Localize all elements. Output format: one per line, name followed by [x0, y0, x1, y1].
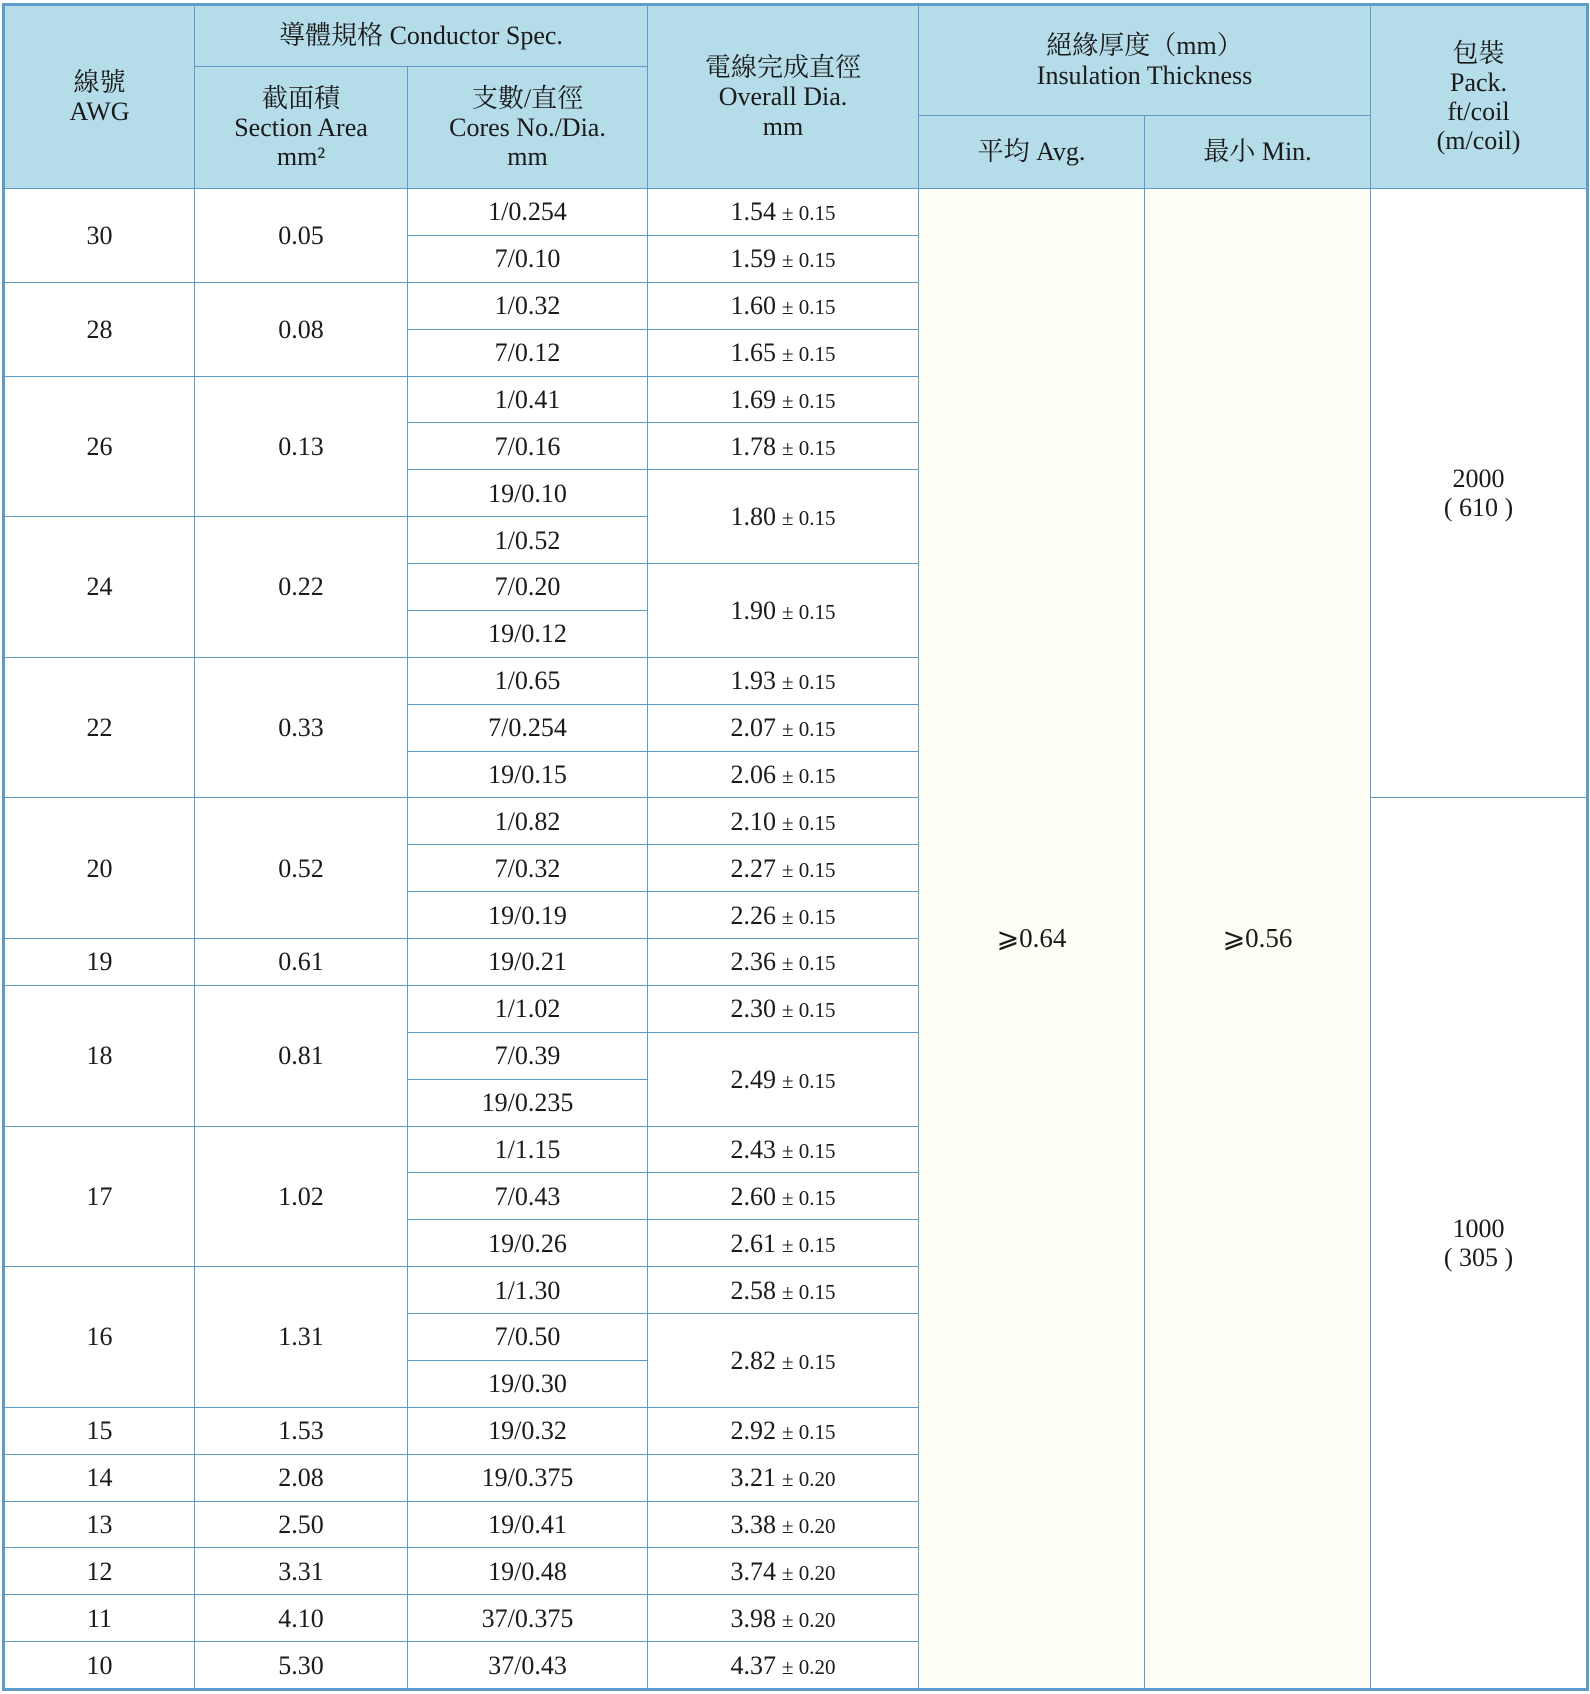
awg-cell: 30 — [5, 189, 195, 283]
dia-tolerance: ± 0.20 — [781, 1654, 836, 1679]
insulation-avg-cell: ⩾0.64 — [919, 189, 1145, 1689]
overall-dia-cell — [648, 1220, 919, 1267]
dia-value: 2.92 — [730, 1416, 776, 1446]
dia-value: 2.36 — [730, 947, 776, 977]
table-row — [5, 189, 1587, 236]
overall-dia-cell — [648, 1407, 919, 1454]
overall-dia-cell — [648, 1642, 919, 1689]
dia-value: 3.98 — [730, 1603, 776, 1633]
awg-cell: 19 — [5, 939, 195, 986]
dia-tolerance: ± 0.15 — [781, 998, 836, 1023]
awg-cell: 12 — [5, 1548, 195, 1595]
awg-cell: 28 — [5, 282, 195, 376]
dia-tolerance: ± 0.15 — [781, 810, 836, 835]
dia-value: 1.65 — [730, 338, 776, 367]
overall-dia-cell — [648, 751, 919, 798]
cores-cell: 1/1.15 — [408, 1126, 648, 1173]
awg-cell: 24 — [5, 517, 195, 658]
dia-value: 1.80 — [730, 502, 776, 532]
cores-cell: 7/0.50 — [408, 1314, 648, 1361]
overall-dia-cell — [648, 798, 919, 845]
dia-tolerance: ± 0.15 — [781, 506, 836, 531]
section-area-cell: 0.52 — [195, 798, 408, 939]
cores-cell: 19/0.48 — [408, 1548, 648, 1595]
dia-value: 3.21 — [730, 1463, 776, 1492]
dia-value: 2.43 — [730, 1134, 776, 1164]
cores-cell: 7/0.39 — [408, 1032, 648, 1079]
dia-value: 2.30 — [730, 994, 776, 1024]
awg-cell: 10 — [5, 1642, 195, 1689]
header-awg: 線號 AWG — [5, 6, 195, 189]
dia-value: 1.78 — [730, 431, 776, 461]
header-conductor-spec: 導體規格 Conductor Spec. — [195, 6, 648, 67]
awg-cell: 17 — [5, 1126, 195, 1267]
insulation-min-cell: ⩾0.56 — [1145, 189, 1371, 1689]
section-area-cell: 2.50 — [195, 1501, 408, 1548]
awg-cell: 14 — [5, 1454, 195, 1501]
overall-dia-cell — [648, 1032, 919, 1126]
dia-tolerance: ± 0.15 — [781, 717, 836, 741]
section-area-cell: 0.81 — [195, 985, 408, 1126]
awg-cell: 16 — [5, 1267, 195, 1408]
dia-tolerance: ± 0.15 — [781, 904, 836, 929]
pack-cell — [1371, 189, 1587, 798]
cores-cell: 19/0.235 — [408, 1079, 648, 1126]
awg-cell: 18 — [5, 985, 195, 1126]
awg-cell: 22 — [5, 657, 195, 798]
overall-dia-cell — [648, 376, 919, 423]
section-area-cell: 0.05 — [195, 189, 408, 283]
section-area-cell: 4.10 — [195, 1595, 408, 1642]
cores-cell: 1/0.32 — [408, 282, 648, 329]
overall-dia-cell — [648, 1267, 919, 1314]
cores-cell: 7/0.254 — [408, 704, 648, 751]
awg-cell: 11 — [5, 1595, 195, 1642]
header-avg: 平均 Avg. — [919, 116, 1145, 189]
dia-tolerance: ± 0.15 — [781, 248, 836, 273]
dia-tolerance: ± 0.15 — [781, 857, 836, 882]
cores-cell: 1/1.30 — [408, 1267, 648, 1314]
cores-cell: 19/0.19 — [408, 892, 648, 939]
dia-value: 3.74 — [730, 1556, 776, 1586]
overall-dia-cell — [648, 1501, 919, 1548]
overall-dia-cell — [648, 704, 919, 751]
dia-tolerance: ± 0.15 — [781, 435, 836, 460]
overall-dia-cell — [648, 282, 919, 329]
cores-cell: 1/0.254 — [408, 189, 648, 236]
section-area-cell: 1.02 — [195, 1126, 408, 1267]
cores-cell: 7/0.16 — [408, 423, 648, 470]
section-area-cell: 2.08 — [195, 1454, 408, 1501]
dia-value: 1.93 — [730, 666, 776, 696]
header-section-area: 截面積 Section Area mm² — [195, 67, 408, 189]
cores-cell: 19/0.12 — [408, 610, 648, 657]
overall-dia-cell — [648, 329, 919, 376]
dia-value: 2.27 — [730, 853, 776, 883]
dia-value: 1.69 — [730, 384, 776, 414]
pack-ft-value: 1000 — [1452, 1214, 1505, 1244]
dia-value: 1.59 — [730, 244, 776, 274]
dia-tolerance: ± 0.15 — [781, 1279, 836, 1304]
header-min: 最小 Min. — [1145, 116, 1371, 189]
pack-cell — [1371, 798, 1587, 1689]
cores-cell: 1/1.02 — [408, 985, 648, 1032]
dia-tolerance: ± 0.15 — [781, 1185, 836, 1210]
wire-spec-table — [4, 5, 1587, 1689]
cores-cell: 37/0.43 — [408, 1642, 648, 1689]
dia-value: 2.49 — [730, 1064, 776, 1094]
dia-value: 1.60 — [730, 291, 776, 321]
overall-dia-cell — [648, 1173, 919, 1220]
dia-tolerance: ± 0.15 — [781, 295, 836, 320]
cores-cell: 1/0.52 — [408, 517, 648, 564]
overall-dia-cell — [648, 564, 919, 658]
overall-dia-cell — [648, 423, 919, 470]
dia-tolerance: ± 0.20 — [781, 1607, 836, 1632]
cores-cell: 19/0.30 — [408, 1360, 648, 1407]
cores-cell: 7/0.20 — [408, 564, 648, 611]
section-area-cell: 3.31 — [195, 1548, 408, 1595]
dia-value: 2.60 — [730, 1181, 776, 1211]
dia-value: 2.58 — [730, 1275, 776, 1305]
dia-tolerance: ± 0.15 — [781, 1349, 836, 1374]
cores-cell: 19/0.26 — [408, 1220, 648, 1267]
dia-value: 3.38 — [730, 1509, 776, 1539]
section-area-cell: 1.31 — [195, 1267, 408, 1408]
header-overall-dia: 電線完成直徑 Overall Dia. mm — [648, 6, 919, 189]
pack-ft-value: 2000 — [1452, 464, 1505, 494]
header-cores: 支數/直徑 Cores No./Dia. mm — [408, 67, 648, 189]
section-area-cell: 0.33 — [195, 657, 408, 798]
dia-tolerance: ± 0.15 — [781, 1232, 836, 1257]
dia-value: 2.10 — [730, 806, 776, 836]
dia-tolerance: ± 0.20 — [781, 1560, 836, 1585]
overall-dia-cell — [648, 189, 919, 236]
dia-tolerance: ± 0.20 — [781, 1467, 836, 1491]
overall-dia-cell — [648, 892, 919, 939]
cores-cell: 19/0.15 — [408, 751, 648, 798]
dia-tolerance: ± 0.15 — [781, 599, 836, 624]
overall-dia-cell — [648, 235, 919, 282]
dia-tolerance: ± 0.15 — [781, 201, 836, 226]
awg-cell: 15 — [5, 1407, 195, 1454]
dia-tolerance: ± 0.15 — [781, 388, 836, 413]
awg-cell: 26 — [5, 376, 195, 517]
dia-value: 1.90 — [730, 595, 776, 625]
dia-value: 1.54 — [730, 197, 776, 227]
cores-cell: 19/0.375 — [408, 1454, 648, 1501]
cores-cell: 19/0.32 — [408, 1407, 648, 1454]
section-area-cell: 0.61 — [195, 939, 408, 986]
overall-dia-cell — [648, 1454, 919, 1501]
dia-tolerance: ± 0.20 — [781, 1513, 836, 1538]
dia-value: 2.06 — [730, 759, 776, 789]
dia-value: 2.61 — [730, 1228, 776, 1258]
cores-cell: 1/0.65 — [408, 657, 648, 704]
overall-dia-cell — [648, 985, 919, 1032]
awg-cell: 20 — [5, 798, 195, 939]
dia-tolerance: ± 0.15 — [781, 1420, 836, 1445]
section-area-cell: 0.08 — [195, 282, 408, 376]
dia-value: 2.07 — [730, 713, 776, 742]
cores-cell: 19/0.41 — [408, 1501, 648, 1548]
pack-m-value: ( 610 ) — [1443, 493, 1514, 523]
overall-dia-cell — [648, 1126, 919, 1173]
cores-cell: 1/0.82 — [408, 798, 648, 845]
section-area-cell: 0.22 — [195, 517, 408, 658]
awg-cell: 13 — [5, 1501, 195, 1548]
overall-dia-cell — [648, 470, 919, 564]
dia-tolerance: ± 0.15 — [781, 342, 836, 366]
dia-tolerance: ± 0.15 — [781, 1068, 836, 1093]
header-pack: 包裝 Pack. ft/coil (m/coil) — [1371, 6, 1587, 189]
overall-dia-cell — [648, 845, 919, 892]
section-area-cell: 0.13 — [195, 376, 408, 517]
dia-tolerance: ± 0.15 — [781, 670, 836, 695]
cores-cell: 37/0.375 — [408, 1595, 648, 1642]
dia-value: 4.37 — [730, 1650, 776, 1680]
dia-value: 2.82 — [730, 1345, 776, 1375]
overall-dia-cell — [648, 657, 919, 704]
cores-cell: 1/0.41 — [408, 376, 648, 423]
section-area-cell: 1.53 — [195, 1407, 408, 1454]
header-insulation-thickness: 絕緣厚度（mm） Insulation Thickness — [919, 6, 1371, 116]
cores-cell: 7/0.43 — [408, 1173, 648, 1220]
pack-m-value: ( 305 ) — [1443, 1243, 1514, 1273]
overall-dia-cell — [648, 1314, 919, 1408]
cores-cell: 7/0.12 — [408, 329, 648, 376]
section-area-cell: 5.30 — [195, 1642, 408, 1689]
dia-tolerance: ± 0.15 — [781, 763, 836, 788]
dia-tolerance: ± 0.15 — [781, 951, 836, 976]
cores-cell: 19/0.21 — [408, 939, 648, 986]
cores-cell: 19/0.10 — [408, 470, 648, 517]
overall-dia-cell — [648, 1548, 919, 1595]
cores-cell: 7/0.10 — [408, 235, 648, 282]
overall-dia-cell — [648, 939, 919, 986]
cores-cell: 7/0.32 — [408, 845, 648, 892]
overall-dia-cell — [648, 1595, 919, 1642]
dia-value: 2.26 — [730, 900, 776, 930]
dia-tolerance: ± 0.15 — [781, 1138, 836, 1163]
